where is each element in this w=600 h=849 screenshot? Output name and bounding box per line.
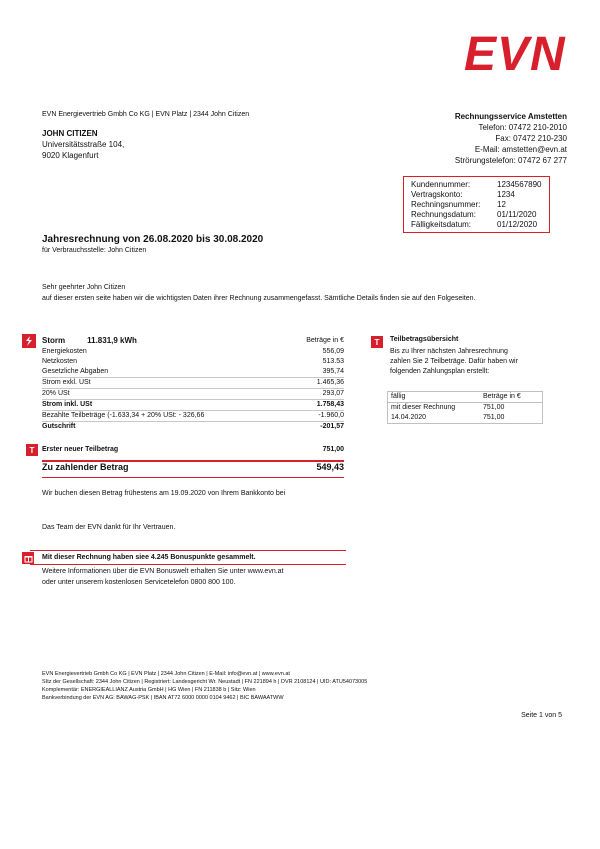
thanks-note: Das Team der EVN dankt für Ihr Vertrauen. — [42, 524, 176, 531]
total-label: Zu zahlender Betrag — [42, 462, 129, 472]
info-label: Vertragskonto: — [411, 190, 463, 199]
sender-line: EVN Energievertrieb Gmbh Co KG | EVN Platz | 2344 John Citizen — [42, 111, 250, 118]
storm-header — [42, 335, 344, 347]
plan-due: 14.04.2020 — [391, 414, 427, 421]
table-row — [42, 400, 344, 411]
storm-label-group — [42, 335, 137, 347]
plan-due: mit dieser Rechnung — [391, 404, 456, 411]
plan-col-amount: Beträge in € — [483, 393, 521, 400]
plan-header — [388, 392, 542, 402]
service-email[interactable]: E-Mail: amstetten@evn.at — [474, 145, 567, 154]
footer — [42, 670, 367, 702]
footer-line: Bankverbindung der EVN AG: BAWAG-PSK | IBAN AT72 6000 0000 0104 9462 | BIC BAWAATWW — [42, 695, 284, 701]
table-row — [42, 367, 344, 378]
service-contact — [455, 111, 567, 166]
first-installment-label: Erster neuer Teilbetrag — [42, 446, 119, 453]
table-row — [42, 411, 344, 422]
divider — [42, 477, 344, 478]
invoice-info-box — [403, 176, 550, 233]
row-value: 513.53 — [322, 358, 344, 365]
logo-text: EVN — [464, 30, 566, 74]
row-label: Netzkosten — [42, 358, 78, 365]
row-label: Energiekosten — [42, 348, 87, 355]
plan-row — [388, 413, 542, 423]
intro-text: auf dieser ersten seite haben wir die wichtigsten Daten ihrer Rechnung zusammengefasst. Sämtliche Details finden sie auf den Folgeseiten. — [42, 295, 476, 302]
bonus-title: Mit dieser Rechnung haben siee 4.245 Bonuspunkte gesammelt. — [42, 554, 256, 561]
total-row — [42, 462, 344, 472]
info-value: 01/12/2020 — [497, 220, 538, 229]
table-row — [42, 389, 344, 400]
row-label: Gesetzliche Abgaben — [42, 368, 109, 375]
info-row — [411, 220, 549, 230]
plan-amount: 751,00 — [483, 404, 505, 411]
table-row — [42, 357, 344, 367]
evn-logo — [464, 30, 574, 74]
row-value: 1.758,43 — [316, 401, 344, 408]
teilbetrag-overview-icon: T — [371, 336, 383, 348]
info-label: Rechningsnummer: — [411, 200, 481, 209]
installment-overview — [390, 335, 554, 377]
row-value: 556,09 — [322, 348, 344, 355]
booking-note: Wir buchen diesen Betrag frühestens am 19.09.2020 von Ihrem Bankkonto bei — [42, 490, 286, 497]
table-row — [42, 422, 344, 432]
info-value: 01/11/2020 — [497, 210, 537, 219]
page-number: Seite 1 von 5 — [521, 712, 562, 719]
plan-amount: 751,00 — [483, 414, 505, 421]
footer-line: SItz der Gesellschaft: 2344 John Citizen | Registriert: Landesgericht Wr. Neustadt | FN 221894 h | DVR 2108124 | UID: ATU54073005 — [42, 679, 368, 685]
greeting: Sehr geehrter John Citizen — [42, 284, 126, 291]
teilbetrag-icon: T — [26, 444, 38, 456]
info-row — [411, 190, 549, 200]
info-label: Fälligkeitsdatum: — [411, 220, 472, 229]
divider — [30, 550, 346, 551]
divider — [30, 564, 346, 565]
payment-plan-table — [387, 391, 543, 424]
info-value: 12 — [497, 200, 506, 209]
overview-text: Bis zu Ihrer nächsten Jahresrechnung — [390, 348, 508, 355]
table-row — [42, 378, 344, 389]
overview-title: Teilbetragsübersicht — [390, 336, 459, 343]
plan-row — [388, 403, 542, 413]
info-value: 1234567890 — [497, 180, 542, 189]
info-value: 1234 — [497, 190, 515, 199]
recipient-address — [42, 128, 124, 161]
footer-line: Komplementär: ENERGIEALLIANZ Austria GmbH | HG Wien | FN 211838 b | Sitz: Wien — [42, 687, 256, 693]
recipient-name: JOHN CITIZEN — [42, 129, 98, 138]
info-label: Kundennummer: — [411, 180, 471, 189]
invoice-title: Jahresrechnung von 26.08.2020 bis 30.08.2020 — [42, 234, 264, 245]
service-fax: Fax: 07472 210-230 — [495, 134, 567, 143]
row-value: 1.465,36 — [316, 379, 344, 386]
row-label: Gutschrift — [42, 423, 76, 430]
overview-text: folgenden Zahlungsplan erstellt: — [390, 368, 490, 375]
overview-text: zahlen Sie 2 Teilbeträge. Dafür haben wir — [390, 358, 518, 365]
row-value: 395,74 — [322, 368, 344, 375]
greeting-block — [42, 282, 522, 304]
bonus-info — [42, 566, 284, 588]
info-row — [411, 180, 549, 190]
service-fault-phone: Strörungstelefon: 07472 67 277 — [454, 156, 567, 165]
recipient-street: Universitätsstraße 104, — [42, 140, 125, 149]
gift-icon — [22, 552, 34, 564]
invoice-subtitle: für Verbrauchsstelle: John Citizen — [42, 247, 147, 254]
info-row — [411, 210, 549, 220]
row-value: 293,07 — [322, 390, 344, 397]
footer-line: EVN Energievertrieb Gmbh Co KG | EVN Platz | 2344 John Citizen | E-Mail: info@evn.at | www.evn.at — [42, 671, 290, 677]
row-label: Strom exkl. USt — [42, 379, 91, 386]
plan-col-due: fällig — [391, 393, 406, 400]
table-row — [42, 347, 344, 357]
row-label: Strom inkl. USt — [42, 401, 93, 408]
recipient-city: 9020 Klagenfurt — [42, 151, 99, 160]
row-label: 20% USt — [42, 390, 70, 397]
amounts-header: Beträge in € — [306, 337, 344, 344]
service-title: Rechnungsservice Amstetten — [454, 112, 567, 121]
info-label: Rechnungsdatum: — [411, 210, 476, 219]
row-value: -1.960,0 — [318, 412, 344, 419]
storm-kwh: 11.831,9 kWh — [87, 336, 137, 345]
first-installment-value: 751,00 — [322, 446, 344, 453]
total-value: 549,43 — [316, 462, 344, 472]
lightning-icon — [22, 334, 36, 348]
row-label: Bezahlte Teilbeträge (-1.633,34 + 20% USt: - 326,66 — [42, 412, 205, 419]
storm-label: Storm — [42, 336, 66, 345]
row-value: -201,57 — [320, 423, 344, 430]
storm-table — [42, 335, 344, 432]
service-phone: Telefon: 07472 210-2010 — [478, 123, 567, 132]
first-installment-row — [42, 446, 344, 453]
bonus-line-1: Weitere Informationen über die EVN Bonuswelt erhalten Sie unter www.evn.at — [42, 568, 284, 575]
info-row — [411, 200, 549, 210]
bonus-line-2: oder unter unserem kostenlosen Servicetelefon 0800 800 100. — [42, 579, 236, 586]
